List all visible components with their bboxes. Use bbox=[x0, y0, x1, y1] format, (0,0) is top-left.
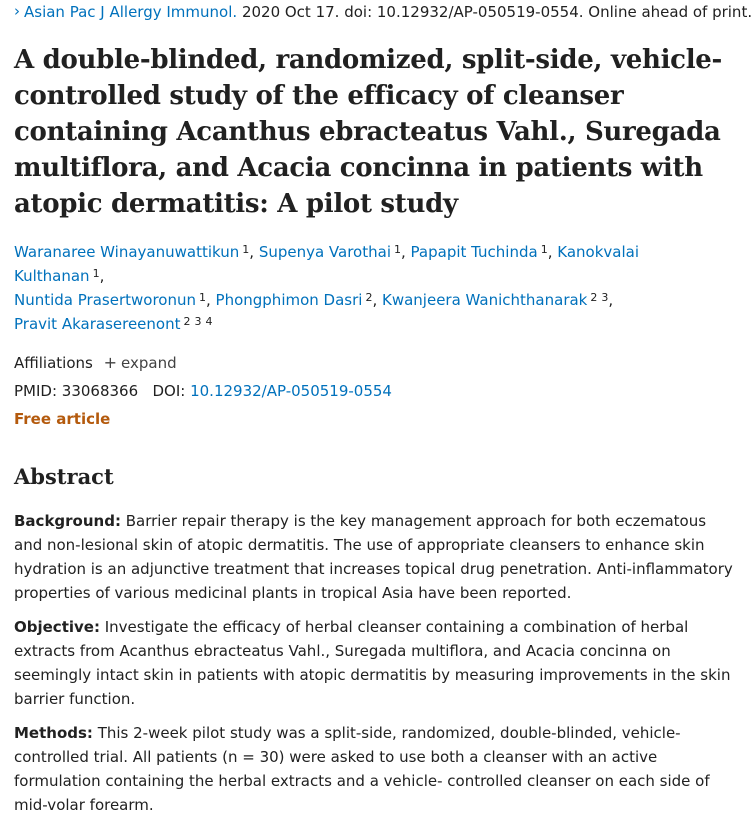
journal-link[interactable]: Asian Pac J Allergy Immunol. bbox=[24, 3, 238, 21]
article-page bbox=[14, 0, 752, 817]
affiliation-ref[interactable]: 1 bbox=[540, 243, 548, 256]
affiliations-label: Affiliations bbox=[14, 354, 93, 372]
section-text: This 2-week pilot study was a split-side, randomized, double-blinded, vehicle-controlled trial. All patients (n = 30) were asked to use both a cleanser with an active formulation containing the herbal extracts and a vehicle- controlled cleanser on each side of mid-volar forearm. bbox=[14, 724, 710, 814]
affiliation-ref[interactable]: 1 bbox=[394, 243, 401, 256]
section-label: Objective: bbox=[14, 618, 100, 636]
chevron-right-icon[interactable]: › bbox=[14, 2, 20, 20]
citation-details: 2020 Oct 17. doi: 10.12932/AP-050519-0554. Online ahead of print. bbox=[241, 3, 752, 21]
section-label: Methods: bbox=[14, 724, 93, 742]
free-article-badge: Free article bbox=[14, 410, 111, 428]
affiliations-expand-button[interactable] bbox=[104, 354, 177, 372]
section-text: Investigate the efficacy of herbal cleanser containing a combination of herbal extracts from Acanthus ebracteatus Vahl., Suregada multiflora, and Acacia concinna on seemingly intact skin in patients with atopic dermatitis by measuring improvements in the skin barrier function. bbox=[14, 618, 731, 708]
section-text: Barrier repair therapy is the key management approach for both eczematous and non-lesional skin of atopic dermatitis. The use of appropriate cleansers to enhance skin hydration is an adjunctive treatment that increases topical drug penetration. Anti-inflammatory properties of various medicinal plants in tropical Asia have been reported. bbox=[14, 512, 733, 602]
affiliation-ref[interactable]: 2 3 4 bbox=[183, 315, 213, 328]
affiliation-ref[interactable]: 2 3 bbox=[590, 291, 609, 304]
affiliations-row bbox=[14, 351, 739, 375]
doi-label: DOI: bbox=[152, 382, 186, 400]
abstract-heading: Abstract bbox=[14, 464, 114, 489]
section-label: Background: bbox=[14, 512, 121, 530]
author-list: Waranaree Winayanuwattikun $^1$, Supenya Varothai $^1$, Papapit Tuchinda $^1$, Kanokvalai Kulthanan $^1$, Nuntida Prasertworonun $^1$, Phongphimon Dasri $^2$, Kwanjeera Wanichthanarak $^{2 3}$, Pravit Akarasereenont $^{2 3 4}$ bbox=[14, 243, 639, 333]
citation-line bbox=[14, 0, 752, 24]
author-link[interactable]: Waranaree Winayanuwattikun bbox=[14, 243, 240, 261]
author-link[interactable]: Nuntida Prasertworonun bbox=[14, 291, 196, 309]
abstract-objective bbox=[14, 615, 736, 711]
author-link[interactable]: Kwanjeera Wanichthanarak bbox=[382, 291, 588, 309]
author-link[interactable]: Supenya Varothai bbox=[258, 243, 391, 261]
article-title: A double-blinded, randomized, split-side, vehicle-controlled study of the efficacy of cleanser containing Acanthus ebracteatus Vahl., Suregada multiflora, and Acacia concinna in patients with atopic dermatitis: A pilot study bbox=[14, 45, 723, 219]
author-link[interactable]: Kanokvalai Kulthanan bbox=[14, 243, 639, 285]
identifiers-row bbox=[14, 379, 739, 403]
plus-icon: + bbox=[103, 353, 118, 372]
affiliation-ref[interactable]: 1 bbox=[198, 291, 206, 304]
doi-link[interactable]: 10.12932/AP-050519-0554 bbox=[190, 382, 392, 400]
author-link[interactable]: Pravit Akarasereenont bbox=[14, 315, 181, 333]
author-link[interactable]: Papapit Tuchinda bbox=[410, 243, 538, 261]
affiliation-ref[interactable]: 1 bbox=[92, 267, 100, 280]
affiliation-ref[interactable]: 1 bbox=[242, 243, 250, 256]
abstract-methods bbox=[14, 721, 736, 817]
pmid-value: 33068366 bbox=[61, 382, 139, 400]
author-link[interactable]: Phongphimon Dasri bbox=[215, 291, 363, 309]
pmid-label: PMID: bbox=[14, 382, 58, 400]
affiliation-ref[interactable]: 2 bbox=[365, 291, 373, 304]
expand-label: expand bbox=[121, 354, 177, 372]
abstract-background bbox=[14, 509, 736, 605]
